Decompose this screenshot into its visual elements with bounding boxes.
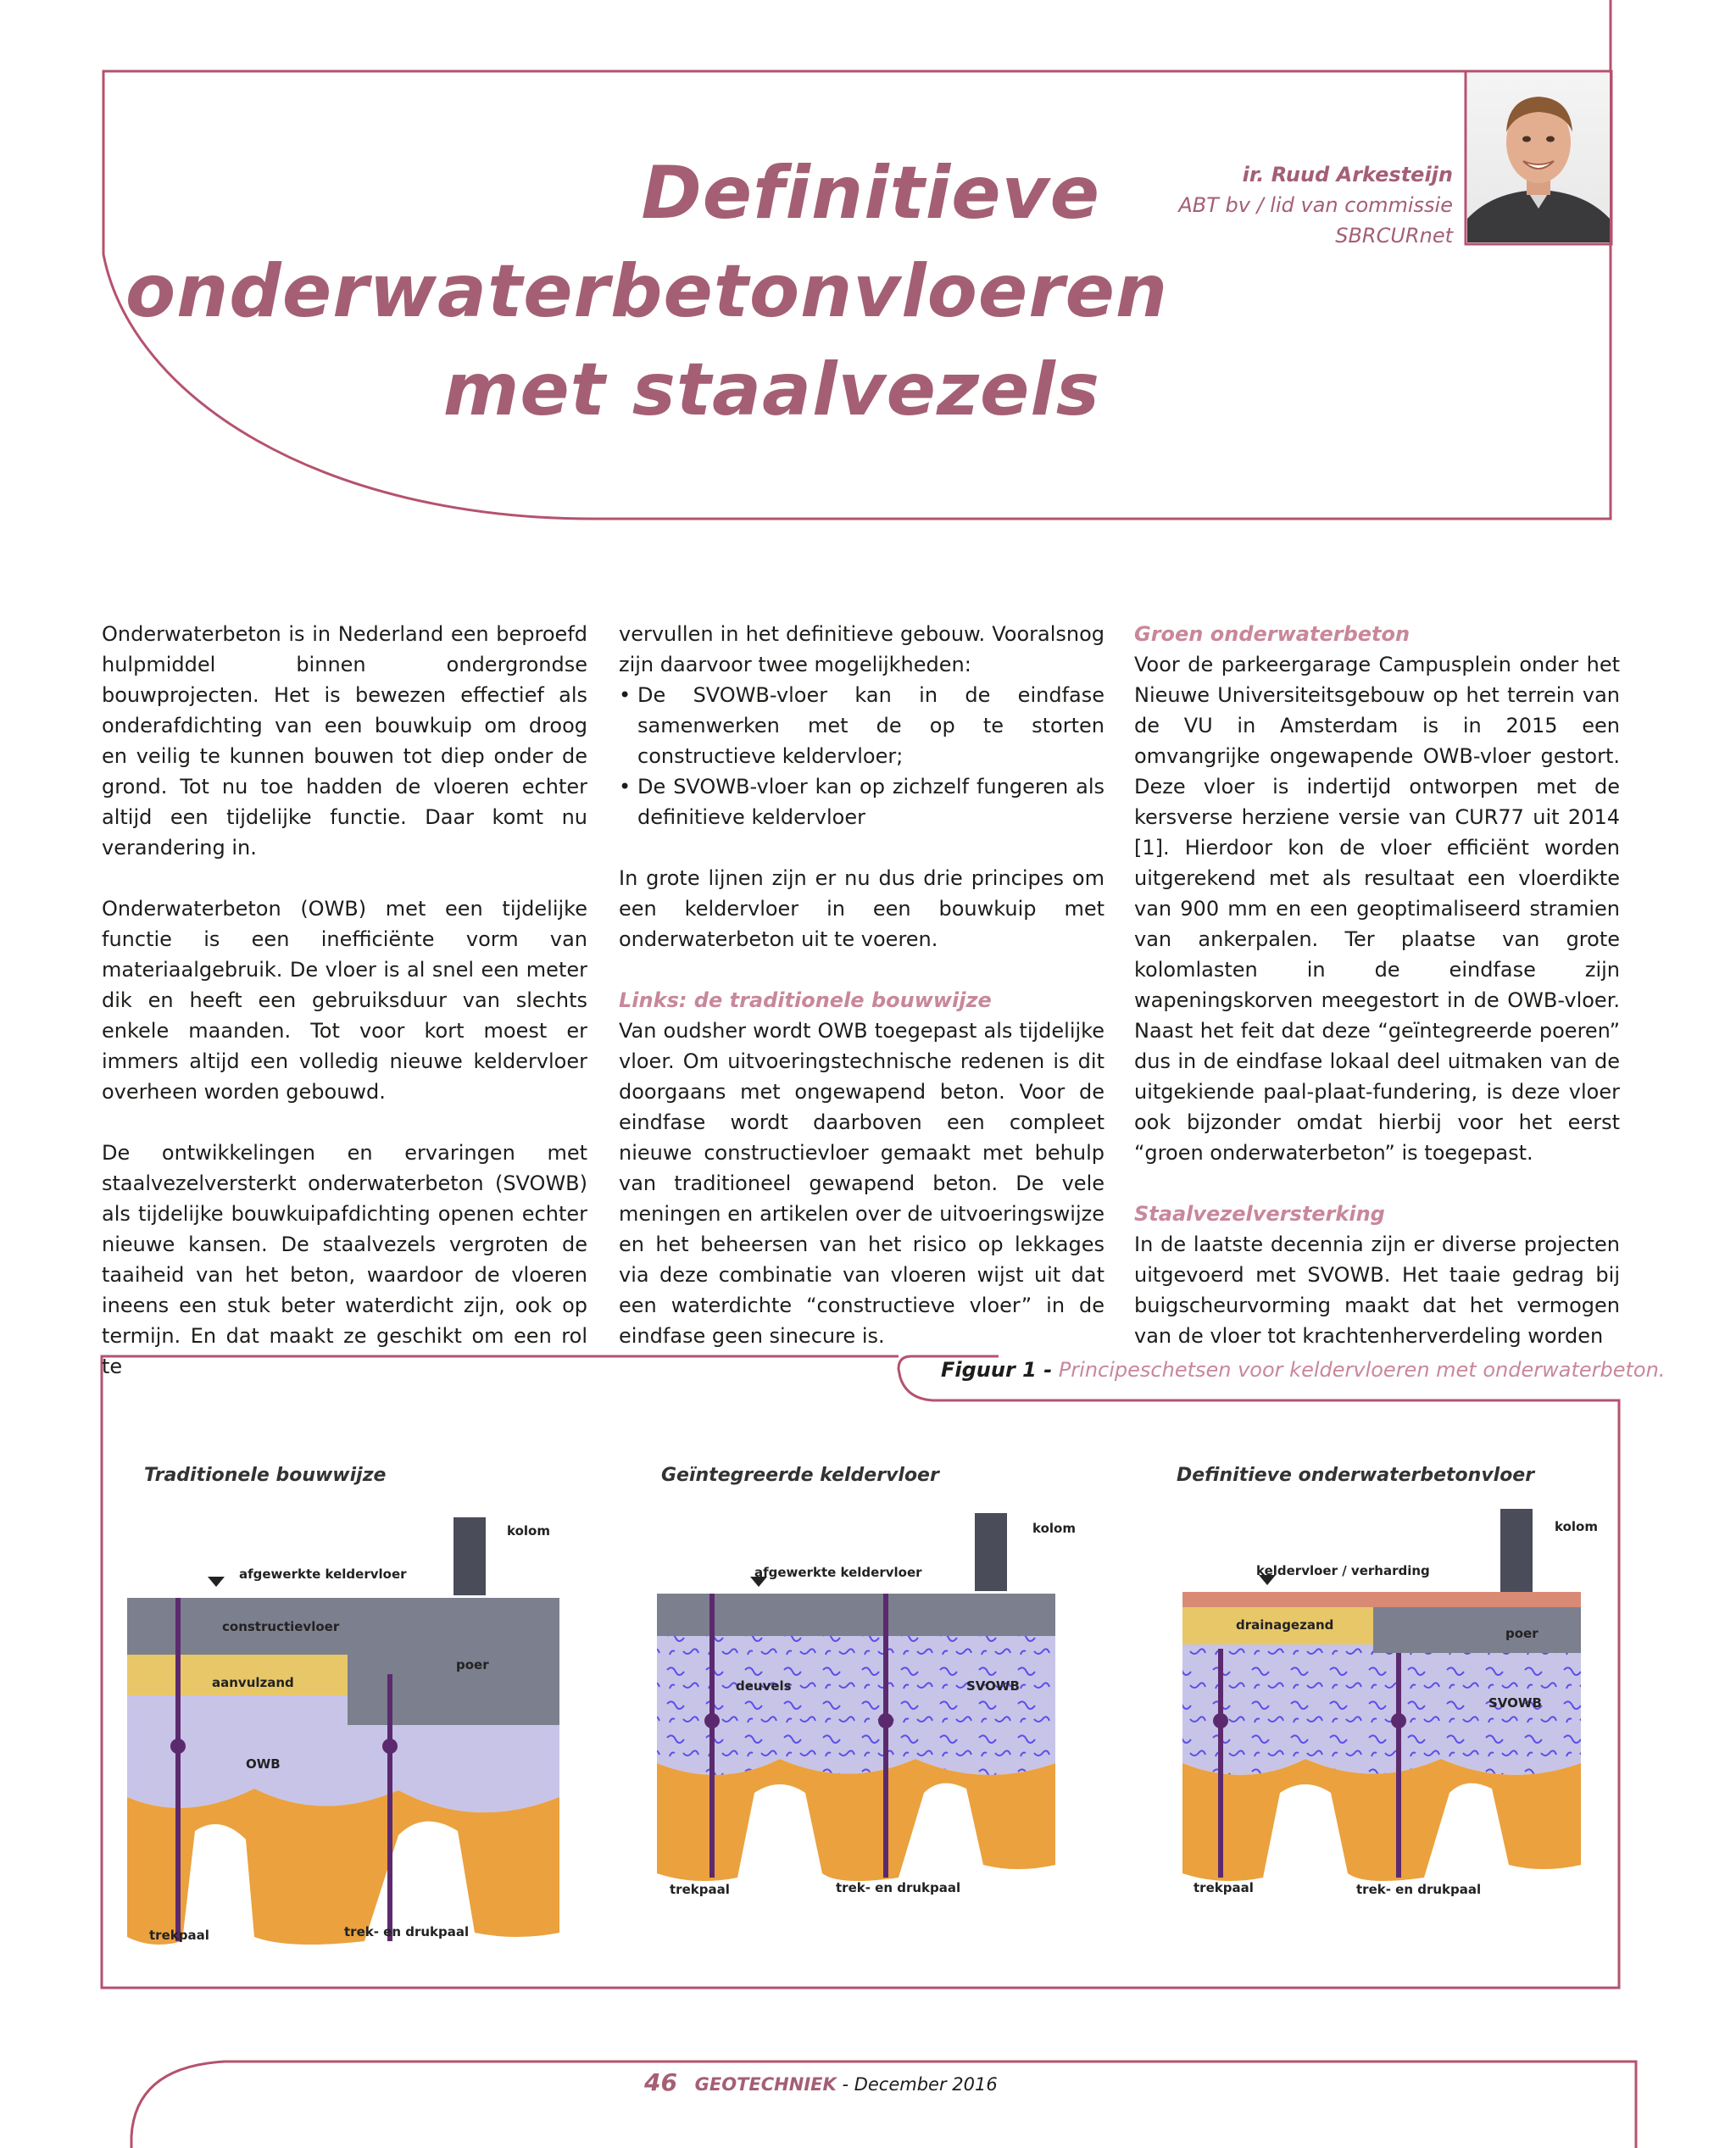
figure-caption-text: Principeschetsen voor keldervloeren met onderwaterbeton. bbox=[1058, 1358, 1666, 1382]
figure-label: trek- en drukpaal bbox=[836, 1880, 961, 1895]
figure-label: SVOWB bbox=[966, 1678, 1020, 1694]
issue-date: - December 2016 bbox=[836, 2074, 998, 2095]
figure-label: trekpaal bbox=[149, 1928, 209, 1943]
figure-label: afgewerkte keldervloer bbox=[239, 1566, 407, 1582]
figure-label: poer bbox=[456, 1657, 489, 1672]
figure-label: poer bbox=[1505, 1626, 1538, 1641]
paragraph: vervullen in het definitieve gebouw. Vooralsnog zijn daarvoor twee mogelijkheden: bbox=[619, 622, 1104, 676]
figure-label: SVOWB bbox=[1488, 1695, 1542, 1711]
figure-label: trek- en drukpaal bbox=[344, 1924, 470, 1939]
figure-label: kolom bbox=[1032, 1521, 1076, 1536]
paragraph: Voor de parkeergarage Campusplein onder het Nieuwe Universiteitsgebouw op het terrein van de VU in Amsterdam is in 2015 een omvangrijke ongewapende OWB-vloer gestort. Deze vloer is indertijd ontworpen met de kersverse herziene versie van CUR77 uit 2014 [1]. Hierdoor kon de vloer efficiënt worden uitgerekend met als resultaat een vloerdikte van 900 mm en een geoptimaliseerd stramien van ankerpalen. Ter plaatse van grote kolomlasten in de eindfase zijn wapeningskorven meegestort in de OWB-vloer. Naast het feit dat deze “geïntegreerde poeren” dus in de eindfase lokaal deel uitmaken van de uitgekiende paal-plaat-fundering, is deze vloer ook bijzonder omdat hierbij voor het eerst “groen onderwaterbeton” is toegepast. bbox=[1134, 653, 1620, 1165]
page-footer bbox=[644, 2068, 998, 2096]
figure-label: OWB bbox=[246, 1756, 281, 1772]
bullet-item: • De SVOWB-vloer kan in de eindfase samenwerken met de op te storten constructieve keldervloer; bbox=[619, 680, 1104, 771]
figure-label: trekpaal bbox=[1194, 1880, 1254, 1895]
paragraph: De ontwikkelingen en ervaringen met staalvezelversterkt onderwaterbeton (SVOWB) als tijdelijke bouwkuipafdichting openen echter nieuwe kansen. De staalvezels vergroten de taaiheid van het beton, waardoor de vloeren ineens een stuk beter waterdicht zijn, ook op termijn. En dat maakt ze geschikt om een rol te bbox=[102, 1141, 587, 1378]
author-affiliation-2: SBRCURnet bbox=[1335, 224, 1453, 248]
title-line-3: met staalvezels bbox=[442, 348, 1100, 432]
figure-label: aanvulzand bbox=[212, 1675, 294, 1690]
section-heading: Groen onderwaterbeton bbox=[1134, 622, 1410, 646]
author-name: ir. Ruud Arkesteijn bbox=[1242, 163, 1453, 186]
section-heading: Links: de traditionele bouwwijze bbox=[619, 988, 992, 1012]
figure-panel-3-title: Definitieve onderwaterbetonvloer bbox=[1177, 1465, 1535, 1486]
figure-label: kolom bbox=[1555, 1519, 1598, 1534]
figure-caption-label: Figuur 1 - bbox=[941, 1358, 1053, 1382]
page-number: 46 bbox=[644, 2068, 677, 2096]
magazine-name: GEOTECHNIEK bbox=[694, 2074, 837, 2095]
figure-label: deuvels bbox=[736, 1678, 792, 1694]
figure-panel-2-title: Geïntegreerde keldervloer bbox=[661, 1465, 939, 1486]
figure-label: drainagezand bbox=[1236, 1617, 1334, 1633]
title-line-1: Definitieve bbox=[641, 151, 1100, 236]
bullet-item: • De SVOWB-vloer kan op zichzelf fungeren als definitieve keldervloer bbox=[619, 771, 1104, 832]
paragraph: Van oudsher wordt OWB toegepast als tijdelijke vloer. Om uitvoeringstechnische redenen is dit doorgaans met ongewapend beton. Voor de eindfase wordt daarboven een compleet nieuwe constructievloer gemaakt met behulp van traditioneel gewapend beton. De vele meningen en artikelen over de uitvoeringswijze en het beheersen van het risico op lekkages via deze combinatie van vloeren wijst uit dat een waterdichte “constructieve vloer” in de eindfase geen sinecure is. bbox=[619, 1019, 1104, 1348]
figure-panel-1-title: Traditionele bouwwijze bbox=[144, 1465, 387, 1486]
figure-label: constructievloer bbox=[222, 1619, 340, 1634]
figure-label: kolom bbox=[507, 1523, 550, 1539]
title-line-2: onderwaterbetonvloeren bbox=[125, 249, 1169, 334]
author-affiliation-1: ABT bv / lid van commissie bbox=[1178, 193, 1453, 217]
figure-label: trek- en drukpaal bbox=[1356, 1882, 1482, 1897]
figure-label: afgewerkte keldervloer bbox=[754, 1565, 922, 1580]
paragraph: In de laatste decennia zijn er diverse projecten uitgevoerd met SVOWB. Het taaie gedrag bij buigscheurvorming maakt dat het vermogen van de vloer tot krachtenherverdeling worden bbox=[1134, 1233, 1620, 1348]
paragraph: Onderwaterbeton (OWB) met een tijdelijke functie is een inefficiënte vorm van materiaalgebruik. De vloer is al snel een meter dik en heeft een gebruiksduur van slechts enkele maanden. Tot voor kort moest er immers altijd een volledig nieuwe keldervloer overheen worden gebouwd. bbox=[102, 897, 587, 1104]
paragraph: In grote lijnen zijn er nu dus drie principes om een keldervloer in een bouwkuip met onderwaterbeton uit te voeren. bbox=[619, 866, 1104, 951]
figure-label: trekpaal bbox=[670, 1882, 730, 1897]
paragraph: Onderwaterbeton is in Nederland een beproefd hulpmiddel binnen ondergrondse bouwprojecten. Het is bewezen effectief als onderafdichting van een bouwkuip om droog en veilig te kunnen bouwen tot diep onder de grond. Tot nu toe hadden de vloeren echter altijd een tijdelijke functie. Daar komt nu verandering in. bbox=[102, 622, 587, 860]
figure-label: keldervloer / verharding bbox=[1256, 1563, 1430, 1578]
section-heading: Staalvezelversterking bbox=[1134, 1202, 1385, 1226]
